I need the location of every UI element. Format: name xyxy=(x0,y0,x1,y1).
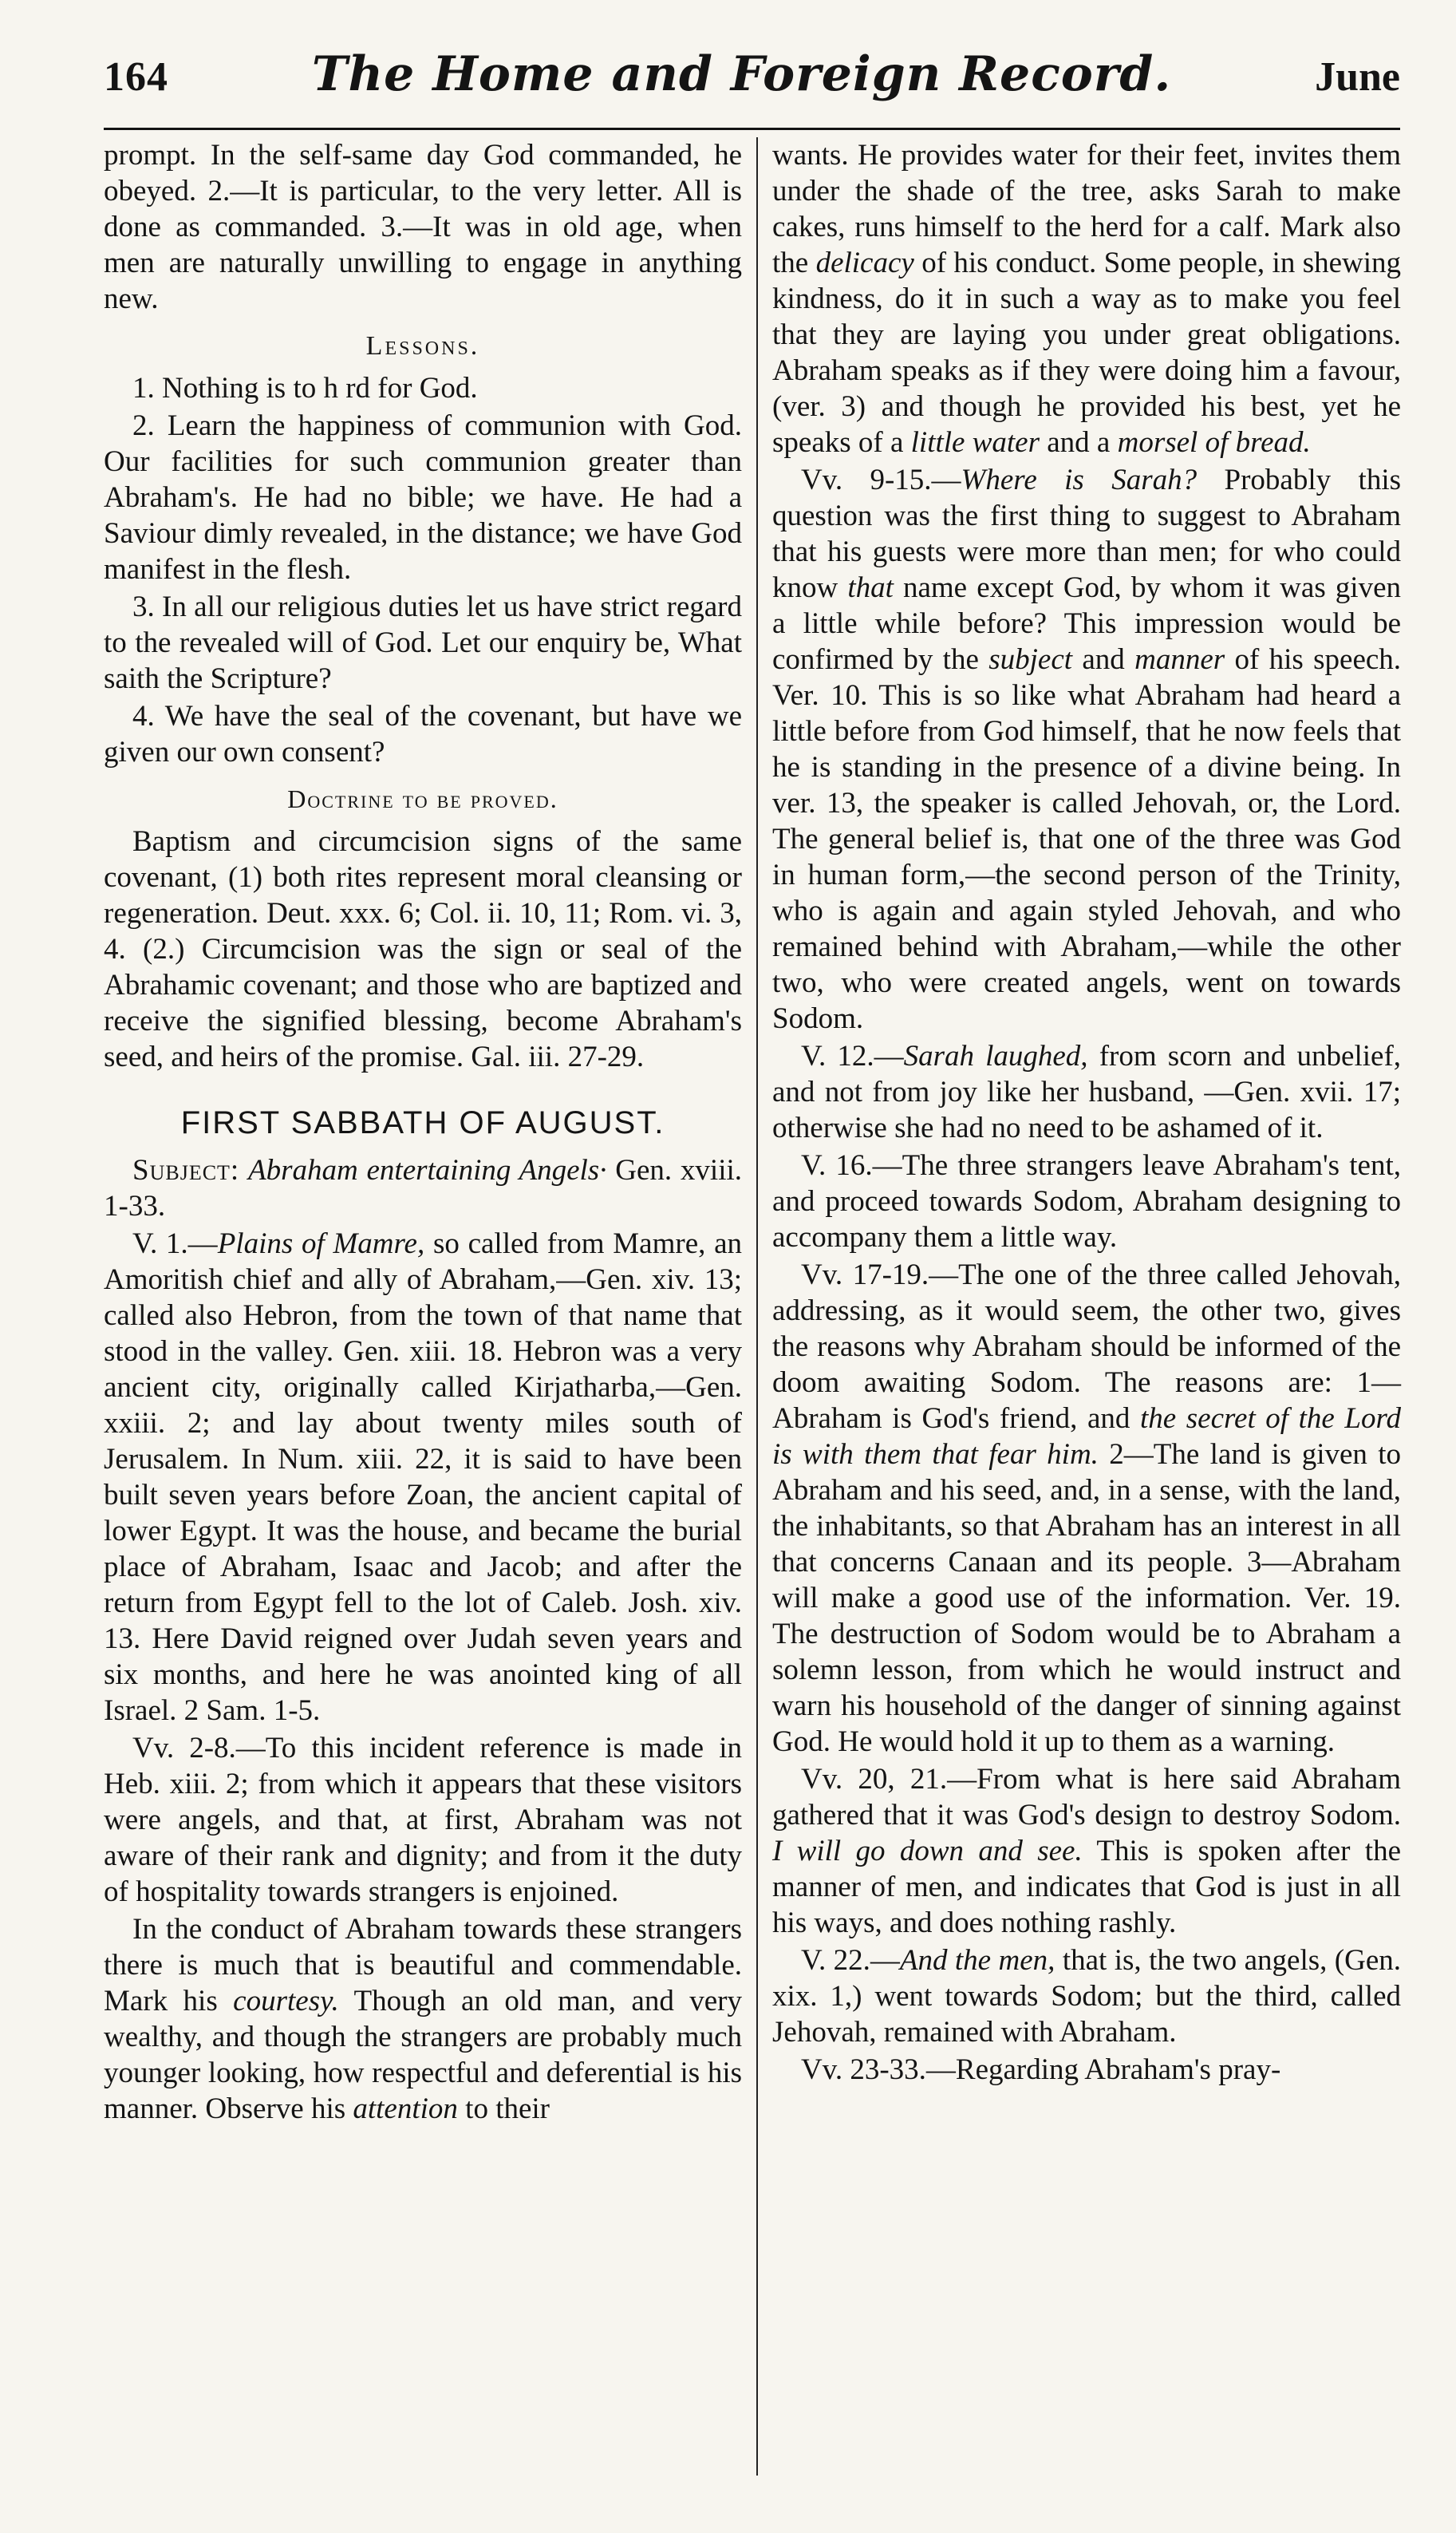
verse-text: so called from Mamre, an Amoritish chief and ally of Abraham,—Gen. xiv. 13; called also Hebron, from the town of that name that stood in the valley. Gen. xiii. 18. Hebron was a very ancient city, originally called Kirjatharba,—Gen. xxiii. 2; and lay about twenty miles south of Jerusalem. In Num. xiii. 22, it is said to have been built seven years before Zoan, the ancient capital of lower Egypt. It was the house, and became the burial place of Abraham, Isaac and Jacob; and after the return from Egypt fell to the lot of Caleb. Josh. xiv. 13. Here David reigned over Judah seven years and six months, and here he was anointed king of all Israel. 2 Sam. 1-5. xyxy=(104,1227,743,1727)
verse-emphasis: Where is Sarah? xyxy=(961,464,1198,496)
conduct-text: In the conduct of Abraham towards these strangers there is much that is beautiful and commendable. Mark his xyxy=(104,1913,742,2017)
verse-1-paragraph xyxy=(104,1226,742,1729)
verse-text: of his speech. Ver. 10. This is so like what Abraham had heard a little before from God himself, that he now feels that he is standing in the presence of a divine being. In ver. 13, the speaker is called Jehovah, or, the Lord. The general belief is, that one of the three was God in human form,—the second person of the Trinity, who is again and again styled Jehovah, and who remained behind with Abraham,—while the other two, who were created angels, went on towards Sodom. xyxy=(772,643,1402,1035)
verse-text: 2—The land is given to Abraham and his seed, and, in a sense, with the land, the inhabitants, so that Abraham has an interest in all that concerns Canaan and its people. 3—Abraham will make a good use of the information. Ver. 19. The destruction of Sodom would be to Abraham a solemn lesson, from which he would instruct and warn his household of the danger of sinning against God. He would hold it up to them as a warning. xyxy=(772,1438,1402,1758)
conduct-paragraph xyxy=(104,1911,742,2127)
page-header xyxy=(104,46,1400,118)
verse-text: and xyxy=(1082,643,1125,676)
verse-lead: V. 22.— xyxy=(801,1944,900,1977)
header-rule xyxy=(104,128,1400,130)
lesson-item: 4. We have the seal of the covenant, but have we given our own consent? xyxy=(104,700,742,769)
para-emphasis: little water xyxy=(910,426,1040,459)
right-column xyxy=(772,137,1401,2089)
verse-emphasis: manner xyxy=(1134,643,1225,676)
para-emphasis: delicacy xyxy=(815,247,914,279)
verse-text: name except God, by whom it was given a little while before? This impression would be confirmed by the xyxy=(772,571,1402,676)
conduct-text: Though an old man, and very wealthy, and though the strangers are probably much younger looking, how respectful and deferential is his manner. Observe his xyxy=(104,1985,742,2125)
verses-9-15-paragraph xyxy=(772,462,1401,1037)
doctrine-paragraph: Baptism and circumcision signs of the same covenant, (1) both rites represent moral cleansing or regeneration. Deut. xxx. 6; Col. ii. 10, 11; Rom. vi. 3, 4. (2.) Circumcision was the sign or seal of the Abrahamic covenant; and those who are baptized and receive the signified blessing, become Abraham's seed, and heirs of the promise. Gal. iii. 27-29. xyxy=(104,825,742,1073)
verses-2-8-paragraph: Vv. 2-8.—To this incident reference is made in Heb. xiii. 2; from which it appears that these visitors were angels, and that, at first, Abraham was not aware of their rank and dignity; and from it the duty of hospitality towards strangers is enjoined. xyxy=(104,1732,742,1908)
verse-emphasis: Sarah laughed, xyxy=(903,1040,1088,1073)
verse-emphasis: And the men, xyxy=(899,1944,1056,1977)
conduct-emphasis: courtesy. xyxy=(233,1985,339,2017)
column-divider xyxy=(756,137,758,2476)
right-opening-paragraph xyxy=(772,137,1401,460)
para-emphasis: morsel of bread. xyxy=(1117,426,1311,459)
verse-text: from scorn and unbelief, and not from joy like her husband, —Gen. xvii. 17; otherwise she had no need to be ashamed of it. xyxy=(772,1040,1402,1144)
lesson-item: 3. In all our religious duties let us have strict regard to the revealed will of God. Let our enquiry be, What saith the Scripture? xyxy=(104,591,742,695)
subject-label: Subject: xyxy=(132,1154,240,1187)
verses-23-33-paragraph: Vv. 23-33.—Regarding Abraham's pray- xyxy=(801,2053,1281,2086)
verses-17-19-paragraph xyxy=(772,1257,1401,1760)
doctrine-heading: Doctrine to be proved. xyxy=(287,784,558,813)
verse-22-paragraph xyxy=(772,1942,1401,2050)
verse-text: Vv. 17-19.—The one of the three called Jehovah, addressing, as it would seem, the other two, gives the reasons why Abraham should be informed of the doom awaiting Sodom. The reasons are: 1—Abraham is God's friend, and xyxy=(772,1259,1401,1435)
lesson-item: 2. Learn the happiness of communion with God. Our facilities for such communion greater than Abraham's. He had no bible; we have. He had a Saviour dimly revealed, in the distance; we have God manifest in the flesh. xyxy=(104,409,742,586)
conduct-text: to their xyxy=(465,2092,550,2125)
para-text: wants. He provides water for their feet, invites them under the shade of the tree, asks Sarah to make cakes, runs himself to the herd for a calf. Mark also the xyxy=(772,139,1401,279)
page-number: 164 xyxy=(104,54,168,100)
left-opening-paragraph: prompt. In the self-same day God commanded, he obeyed. 2.—It is particular, to the very letter. All is done as commanded. 3.—It was in old age, when men are naturally unwilling to engage in anything new. xyxy=(104,139,742,315)
verse-emphasis: that xyxy=(847,571,894,604)
verse-emphasis: Plains of Mamre, xyxy=(217,1227,425,1260)
lessons-heading: Lessons. xyxy=(365,331,480,361)
verse-12-paragraph xyxy=(772,1038,1401,1146)
subject-reference: Gen. xviii. 1-33. xyxy=(104,1154,743,1223)
verse-emphasis: subject xyxy=(988,643,1073,676)
verse-16-paragraph: V. 16.—The three strangers leave Abraham's tent, and proceed towards Sodom, Abraham designing to accompany them a little way. xyxy=(772,1149,1401,1254)
subject-title: Abraham entertaining Angels· xyxy=(248,1154,607,1187)
para-text: and a xyxy=(1047,426,1111,459)
verses-20-21-paragraph xyxy=(772,1761,1401,1941)
subject-line xyxy=(104,1152,742,1224)
verse-text: Probably this question was the first thing to suggest to Abraham that his guests were more than men; for who could know xyxy=(772,464,1401,604)
verse-text: This is spoken after the manner of men, and indicates that God is just in all his ways, and does nothing rashly. xyxy=(772,1835,1401,1939)
sabbath-heading: FIRST SABBATH OF AUGUST. xyxy=(180,1105,665,1140)
verse-lead: Vv. 9-15.— xyxy=(801,464,961,496)
left-column xyxy=(104,137,742,2128)
para-text: of his conduct. Some people, in shewing kindness, do it in such a way as to make you feel that they are laying you under great obligations. Abraham speaks as if they were doing him a favour, (ver. 3) and though he provided his best, yet he speaks of a xyxy=(772,247,1402,459)
verse-emphasis: the secret of the Lord is with them that fear him. xyxy=(772,1402,1402,1471)
issue-month: June xyxy=(1315,54,1400,100)
conduct-emphasis: attention xyxy=(353,2092,458,2125)
publication-title: The Home and Foreign Record. xyxy=(311,46,1172,102)
verse-lead: V. 12.— xyxy=(801,1040,904,1073)
verse-text: that is, the two angels, (Gen. xix. 1,) went towards Sodom; but the third, called Jehovah, remained with Abraham. xyxy=(772,1944,1402,2049)
lesson-item: 1. Nothing is to h rd for God. xyxy=(132,372,478,405)
verse-text: Vv. 20, 21.—From what is here said Abraham gathered that it was God's design to destroy Sodom. xyxy=(772,1763,1401,1832)
verse-lead: V. 1.— xyxy=(132,1227,218,1260)
verse-emphasis: I will go down and see. xyxy=(772,1835,1083,1867)
